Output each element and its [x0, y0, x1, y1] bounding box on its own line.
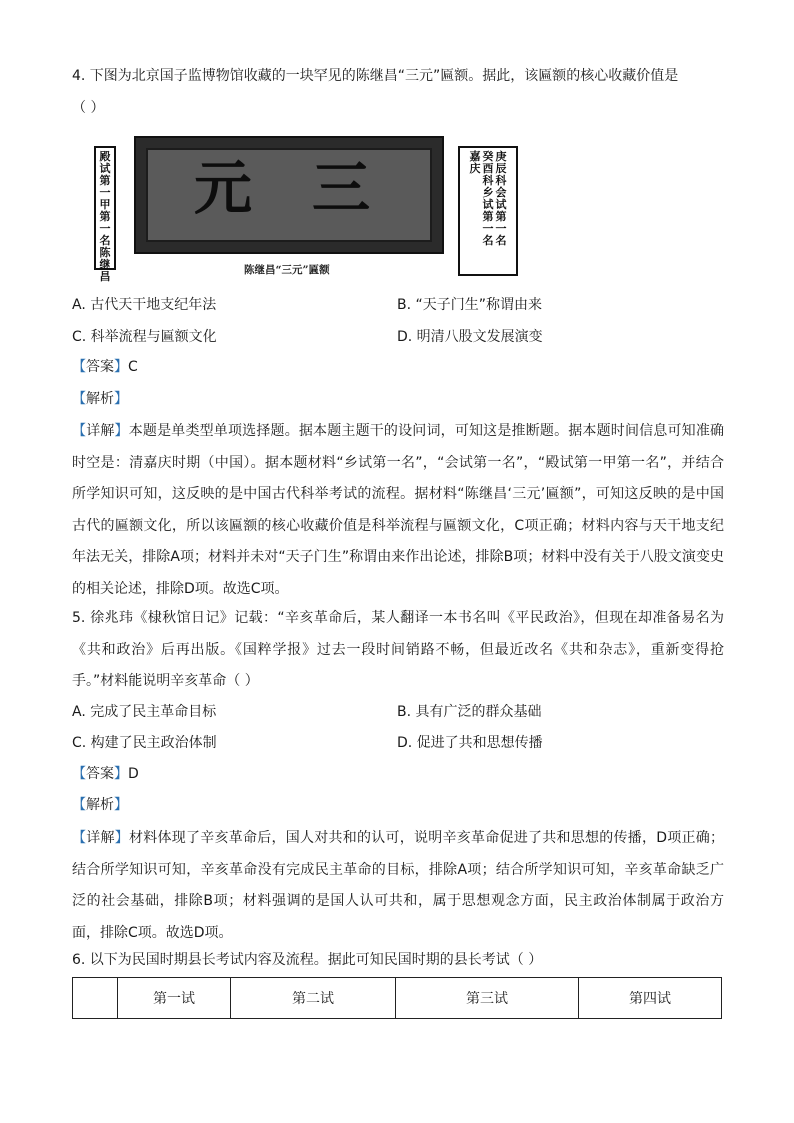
- right-label-col1: 嘉庆: [469, 150, 481, 175]
- q5-analysis-label: 解析: [86, 797, 114, 813]
- table-header-cell: 第四试: [579, 978, 722, 1019]
- plaque-right-label: [458, 146, 518, 276]
- q4-detail-label: 详解: [86, 423, 115, 439]
- q4-detail-text: 本题是单类型单项选择题。据本题主题干的设问词，可知这是推断题。据本题时间信息可知准确时空是：清嘉庆时期（中国）。据本题材料“乡试第一名”，“会试第一名”，“殿试第一甲第一名”，并结合所学知识可知，这反映的是中国古代科举考试的流程。据材料“陈继昌‘三元’匾额”，可知这反映的是中国古代的匾额文化，所以该匾额的核心收藏价值是科举流程与匾额文化，C项正确；材料内容与天干地支纪年法无关，排除A项；材料并未对“天子门生”称谓由来作出论述，排除B项；材料中没有关于八股文演变史的相关论述，排除D项。故选C项。: [72, 423, 725, 597]
- q5-option-c: C. 构建了民主政治体制: [72, 735, 217, 751]
- plaque-image: [134, 136, 444, 254]
- q4-option-b: B. “天子门生”称谓由来: [397, 297, 543, 313]
- q5-answer-label: 答案: [86, 766, 114, 782]
- plaque-figure: [94, 128, 518, 283]
- plaque-char-san: 三: [312, 154, 371, 222]
- q5-stem: 5. 徐兆玮《棣秋馆日记》记载：“辛亥革命后，某人翻译一本书名叫《平民政治》，但现在却准备易名为《共和政治》后再出版。《国粹学报》过去一段时间销路不畅，但最近改名《共和杂志》，重新变得抢手。”材料能说明辛亥革命（ ）: [72, 610, 724, 689]
- q5-option-b: B. 具有广泛的群众基础: [397, 704, 542, 720]
- q4-option-a: A. 古代天干地支纪年法: [72, 297, 217, 313]
- q4-detail: 【详解】本题是单类型单项选择题。据本题主题干的设问词，可知这是推断题。据本题时间信息可知准确时空是：清嘉庆时期（中国）。据本题材料“乡试第一名”，“会试第一名”，“殿试第一甲第一名”，并结合所学知识可知，这反映的是中国古代科举考试的流程。据材料“陈继昌‘三元’匾额”，可知这反映的是中国古代的匾额文化，所以该匾额的核心收藏价值是科举流程与匾额文化，C项正确；材料内容与天干地支纪年法无关，排除A项；材料并未对“天子门生”称谓由来作出论述，排除B项；材料中没有关于八股文演变史的相关论述，排除D项。故选C项。: [72, 423, 725, 597]
- q5-option-a: A. 完成了民主革命目标: [72, 704, 217, 720]
- q5-detail: 【详解】材料体现了辛亥革命后，国人对共和的认可，说明辛亥革命促进了共和思想的传播，D项正确；结合所学知识可知，辛亥革命没有完成民主革命的目标，排除A项；结合所学知识可知，辛亥革命缺乏广泛的社会基础，排除B项；材料强调的是国人认可共和，属于思想观念方面，民主政治体制属于政治方面，排除C项。故选D项。: [72, 830, 724, 941]
- q4-stem-line1: 4. 下图为北京国子监博物馆收藏的一块罕见的陈继昌“三元”匾额。据此，该匾额的核心收藏价值是: [72, 68, 679, 84]
- table-header-cell: 第三试: [396, 978, 579, 1019]
- table-header-cell: 第一试: [118, 978, 231, 1019]
- q4-analysis: 【解析】: [72, 391, 128, 407]
- plaque-left-label: 殿试第一甲第一名陈继昌: [94, 146, 116, 270]
- q5-detail-label: 详解: [86, 830, 115, 846]
- table-header-cell: 第二试: [231, 978, 396, 1019]
- plaque-char-yuan: 元: [194, 154, 253, 222]
- q5-analysis: 【解析】: [72, 797, 128, 813]
- q4-answer-label: 答案: [86, 359, 114, 375]
- q5-detail-text: 材料体现了辛亥革命后，国人对共和的认可，说明辛亥革命促进了共和思想的传播，D项正确；结合所学知识可知，辛亥革命没有完成民主革命的目标，排除A项；结合所学知识可知，辛亥革命缺乏广泛的社会基础，排除B项；材料强调的是国人认可共和，属于思想观念方面，民主政治体制属于政治方面，排除C项。故选D项。: [72, 830, 724, 941]
- q4-answer: 【答案】C: [72, 359, 138, 375]
- q4-stem-line2: （ ）: [72, 100, 105, 116]
- right-label-col2: 癸酉科乡试第一名: [482, 150, 494, 247]
- q5-answer-value: D: [128, 766, 139, 782]
- right-label-col3: 庚辰科会试第一名: [495, 150, 507, 247]
- table-row: [73, 978, 722, 1019]
- q6-table: [72, 977, 722, 1019]
- q5-option-d: D. 促进了共和思想传播: [397, 735, 543, 751]
- q4-option-c: C. 科举流程与匾额文化: [72, 329, 217, 345]
- q4-answer-value: C: [128, 359, 138, 375]
- q4-option-d: D. 明清八股文发展演变: [397, 329, 543, 345]
- q4-analysis-label: 解析: [86, 391, 114, 407]
- q5-answer: 【答案】D: [72, 766, 139, 782]
- plaque-caption: 陈继昌“三元”匾额: [244, 264, 330, 276]
- q6-stem: 6. 以下为民国时期县长考试内容及流程。据此可知民国时期的县长考试（ ）: [72, 952, 543, 968]
- table-header-cell: [73, 978, 118, 1019]
